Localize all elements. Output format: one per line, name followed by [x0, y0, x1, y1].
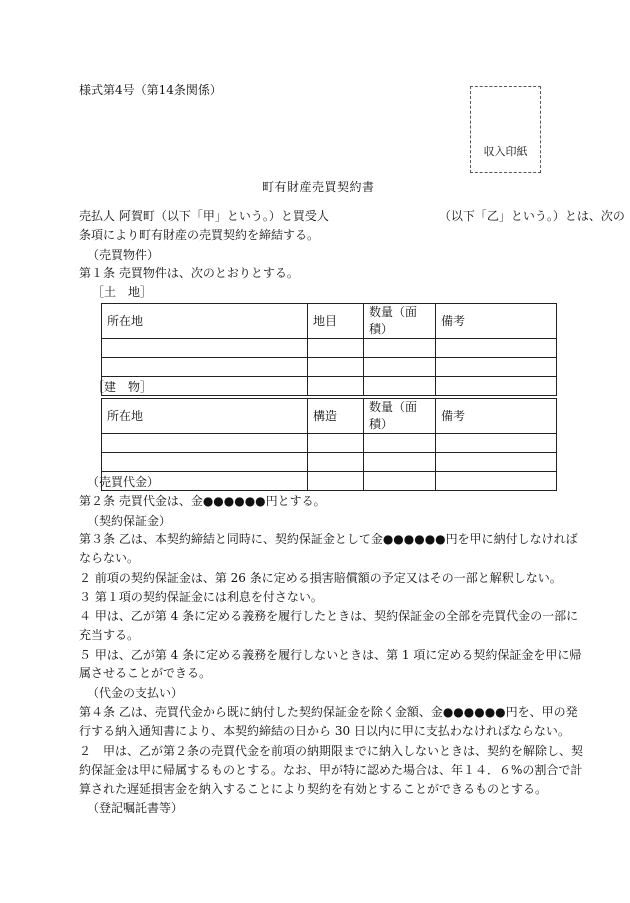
header-location: 所在地: [102, 304, 308, 339]
table-cell: [102, 339, 308, 358]
revenue-stamp-box: [470, 86, 541, 173]
article-3-para-4-line-1: ４ 甲は、乙が第 4 条に定める義務を履行したときは、契約保証金の全部を売買代金の一部に: [79, 609, 579, 623]
preamble-line-1: [79, 207, 625, 225]
form-number: 様式第4号（第14条関係）: [79, 83, 222, 97]
table-cell: [364, 358, 436, 377]
table-cell: [364, 377, 436, 396]
table-cell: [308, 339, 364, 358]
preamble-line-2: 条項により町有財産の売買契約を締結する。: [79, 228, 320, 242]
table-cell: [436, 339, 557, 358]
table-cell: [436, 358, 557, 377]
table-cell: [102, 434, 308, 453]
article-3-line-1: 第３条 乙は、本契約締結と同時に、契約保証金として金●●●●●●円を甲に納付しなければ: [79, 532, 578, 546]
article-2: 第２条 売買代金は、金●●●●●●円とする。: [79, 494, 326, 508]
table-cell: [308, 434, 364, 453]
preamble-seller: 売払人 阿賀町（以下「甲」という。）と買受人: [79, 209, 329, 223]
table-cell: [308, 453, 364, 472]
article-4-line-1: 第４条 乙は、売買代金から既に納付した契約保証金を除く金額、金●●●●●●円を、甲の発: [79, 705, 578, 719]
article-4-para-2-line-2: 約保証金は甲に帰属するものとする。なお、甲が特に認めた場合は、年１４．６%の割合で計: [79, 763, 583, 777]
heading-sale-price: （売買代金）: [87, 475, 160, 489]
table-row: [102, 472, 557, 491]
table-row: [102, 434, 557, 453]
article-3-para-2: ２ 前項の契約保証金は、第 26 条に定める損害賠償額の予定又はその一部と解釈しない。: [79, 571, 562, 585]
header-quantity: 数量（面積）: [364, 399, 436, 434]
table-cell: [364, 453, 436, 472]
document-title: 町有財産売買契約書: [262, 180, 375, 194]
heading-payment: （代金の支払い）: [87, 686, 184, 700]
article-3-line-2: ならない。: [79, 551, 140, 565]
table-cell: [364, 339, 436, 358]
preamble-buyer: （以下「乙」という。）とは、次の: [438, 209, 625, 223]
article-4-line-2: 行する納入通知書により、本契約締結の日から 30 日以内に甲に支払わなければならない。: [79, 724, 570, 738]
land-table: [101, 303, 557, 396]
header-land-category: 地目: [308, 304, 364, 339]
table-cell: [436, 434, 557, 453]
table-cell: [364, 472, 436, 491]
header-remarks: 備考: [436, 399, 557, 434]
heading-deposit: （契約保証金）: [87, 514, 172, 528]
table-row: [102, 358, 557, 377]
table-cell: [436, 377, 557, 396]
table-cell: [102, 358, 308, 377]
article-4-para-2-line-3: 算された遅延損害金を納入することにより契約を有効とすることができるものとする。: [79, 782, 548, 796]
header-location: 所在地: [102, 399, 308, 434]
header-structure: 構造: [308, 399, 364, 434]
building-label: ［建 物］: [92, 380, 153, 394]
table-header-row: [102, 399, 557, 434]
article-3-para-4-line-2: 充当する。: [79, 628, 140, 642]
article-3-para-3: ３ 第１項の契約保証金には利息を付さない。: [79, 590, 323, 604]
table-row: [102, 339, 557, 358]
heading-registration: （登記嘱託書等）: [87, 801, 184, 815]
table-cell: [308, 377, 364, 396]
table-row: [102, 377, 557, 396]
table-row: [102, 453, 557, 472]
land-label: ［土 地］: [92, 285, 153, 299]
article-3-para-5-line-1: ５ 甲は、乙が第 4 条に定める義務を履行しないときは、第 1 項に定める契約保証金を甲に帰: [79, 648, 582, 662]
header-quantity: 数量（面積）: [364, 304, 436, 339]
table-header-row: [102, 304, 557, 339]
heading-sale-property: （売買物件）: [87, 248, 160, 262]
article-1: 第１条 売買物件は、次のとおりとする。: [79, 266, 299, 280]
table-cell: [308, 358, 364, 377]
table-cell: [102, 453, 308, 472]
building-table: [101, 398, 557, 491]
table-cell: [364, 434, 436, 453]
revenue-stamp-label: 収入印紙: [483, 145, 528, 158]
table-cell: [308, 472, 364, 491]
article-4-para-2-line-1: ２ 甲は、乙が第２条の売買代金を前項の納期限までに納入しないときは、契約を解除し、契: [79, 744, 584, 758]
table-cell: [436, 453, 557, 472]
header-remarks: 備考: [436, 304, 557, 339]
article-3-para-5-line-2: 属させることができる。: [79, 666, 212, 680]
table-cell: [436, 472, 557, 491]
